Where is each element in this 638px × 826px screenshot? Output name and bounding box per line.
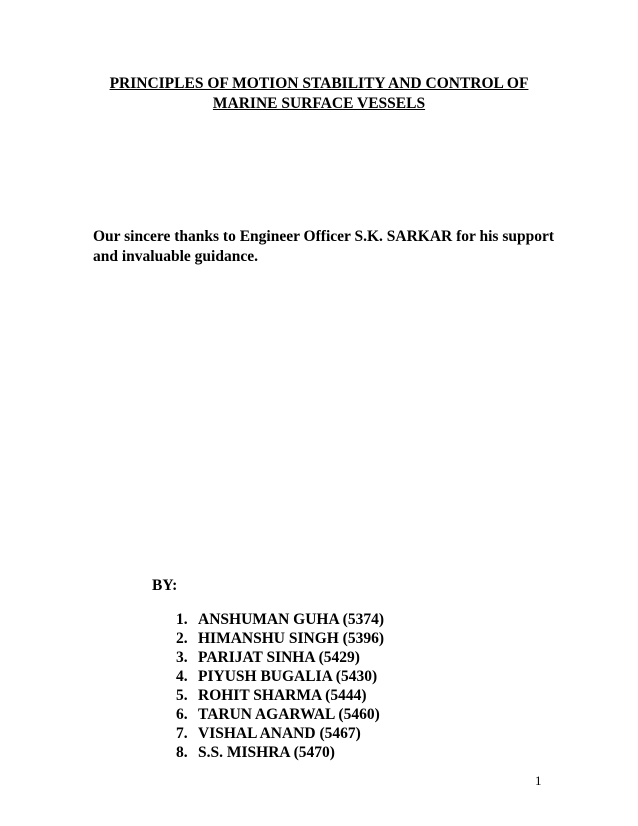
member-number: 2. — [176, 630, 188, 647]
list-item — [176, 705, 384, 724]
authors-list — [176, 610, 384, 762]
acknowledgement-line-1: Our sincere thanks to Engineer Officer S.K. SARKAR for his support — [93, 228, 555, 245]
list-item — [176, 610, 384, 629]
list-item — [176, 667, 384, 686]
member-name: VISHAL ANAND (5467) — [198, 725, 361, 742]
member-number: 1. — [176, 611, 188, 628]
title-line-2: MARINE SURFACE VESSELS — [212, 95, 426, 112]
list-item — [176, 629, 384, 648]
member-name: TARUN AGARWAL (5460) — [198, 706, 380, 723]
member-number: 8. — [176, 744, 188, 761]
member-name: PARIJAT SINHA (5429) — [198, 649, 360, 666]
member-name: PIYUSH BUGALIA (5430) — [198, 668, 378, 685]
member-number: 4. — [176, 668, 188, 685]
member-number: 6. — [176, 706, 188, 723]
document-title — [60, 74, 578, 114]
acknowledgement-paragraph — [93, 227, 563, 267]
list-item — [176, 648, 384, 667]
member-name: HIMANSHU SINGH (5396) — [198, 630, 385, 647]
member-name: ANSHUMAN GUHA (5374) — [198, 611, 384, 628]
list-item — [176, 686, 384, 705]
acknowledgement-line-2: and invaluable guidance. — [93, 248, 258, 265]
member-name: ROHIT SHARMA (5444) — [198, 687, 367, 704]
member-number: 3. — [176, 649, 188, 666]
member-number: 7. — [176, 725, 188, 742]
page-number: 1 — [535, 773, 542, 788]
member-name: S.S. MISHRA (5470) — [198, 744, 335, 761]
list-item — [176, 724, 384, 743]
authors-label: BY: — [152, 577, 178, 594]
member-number: 5. — [176, 687, 188, 704]
title-line-1: PRINCIPLES OF MOTION STABILITY AND CONTROL OF — [109, 75, 529, 92]
list-item — [176, 743, 384, 762]
